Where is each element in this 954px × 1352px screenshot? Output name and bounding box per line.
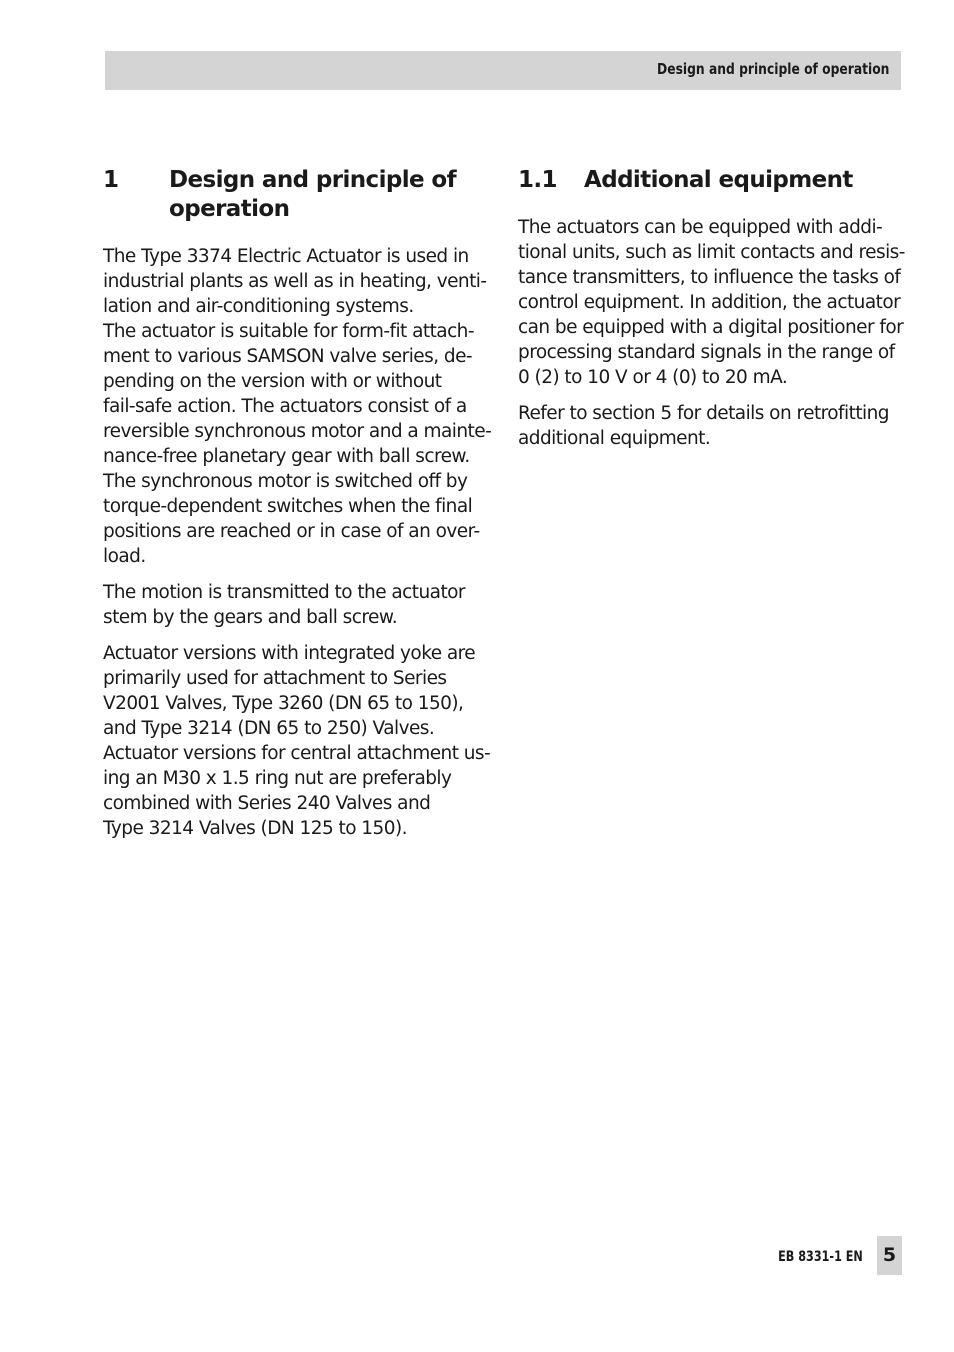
section-1-title-line: operation [169, 196, 290, 222]
section-1-heading [103, 166, 487, 224]
left-column [103, 166, 492, 852]
document-id: EB 8331-1 EN [778, 1249, 863, 1265]
text-line: The synchronous motor is switched off by [103, 471, 468, 492]
text-line: tance transmitters, to influence the tasks of [518, 267, 901, 288]
section-1-1-heading [518, 166, 910, 195]
text-line: Type 3214 Valves (DN 125 to 150). [103, 818, 407, 839]
section-1-title-line: Design and principle of [169, 167, 457, 193]
section-1-paragraph-1 [103, 244, 492, 569]
text-line: combined with Series 240 Valves and [103, 793, 431, 814]
section-1-1-paragraph-2 [518, 401, 910, 451]
text-line: The motion is transmitted to the actuator [103, 582, 465, 603]
text-line: positions are reached or in case of an over- [103, 521, 480, 542]
text-line: The Type 3374 Electric Actuator is used in [103, 246, 469, 267]
text-line: The actuators can be equipped with addi- [518, 217, 883, 238]
text-line: Actuator versions with integrated yoke are [103, 643, 476, 664]
text-line: and Type 3214 (DN 65 to 250) Valves. [103, 718, 435, 739]
text-line: ing an M30 x 1.5 ring nut are preferably [103, 768, 452, 789]
running-header-bar [105, 51, 901, 90]
text-line: V2001 Valves, Type 3260 (DN 65 to 150), [103, 693, 464, 714]
section-1-title [169, 166, 487, 224]
text-line: ment to various SAMSON valve series, de- [103, 346, 473, 367]
text-line: processing standard signals in the range of [518, 342, 895, 363]
text-line: industrial plants as well as in heating, venti- [103, 271, 487, 292]
text-line: can be equipped with a digital positioner for [518, 317, 904, 338]
text-line: Actuator versions for central attachment us- [103, 743, 491, 764]
text-line: reversible synchronous motor and a mainte- [103, 421, 492, 442]
right-column [518, 166, 910, 462]
text-line: The actuator is suitable for form-fit attach- [103, 321, 474, 342]
text-line: additional equipment. [518, 428, 711, 449]
section-1-1-title: Additional equipment [584, 167, 853, 193]
text-line: fail-safe action. The actuators consist of a [103, 396, 467, 417]
running-header-title: Design and principle of operation [656, 60, 889, 78]
text-line: control equipment. In addition, the actuator [518, 292, 901, 313]
section-1-number: 1 [103, 167, 119, 193]
text-line: torque-dependent switches when the final [103, 496, 473, 517]
text-line: stem by the gears and ball screw. [103, 607, 398, 628]
text-line: tional units, such as limit contacts and resis- [518, 242, 905, 263]
section-1-1-paragraph-1 [518, 215, 910, 390]
text-line: primarily used for attachment to Series [103, 668, 447, 689]
text-line: pending on the version with or without [103, 371, 442, 392]
section-1-paragraph-2 [103, 580, 487, 630]
text-line: 0 (2) to 10 V or 4 (0) to 20 mA. [518, 367, 788, 388]
text-line: Refer to section 5 for details on retrofitting [518, 403, 889, 424]
page-number: 5 [877, 1236, 902, 1275]
text-line: nance-free planetary gear with ball screw. [103, 446, 470, 467]
text-line: lation and air-conditioning systems. [103, 296, 414, 317]
section-1-paragraph-3 [103, 641, 491, 841]
section-1-1-number: 1.1 [518, 167, 557, 193]
text-line: load. [103, 546, 146, 567]
